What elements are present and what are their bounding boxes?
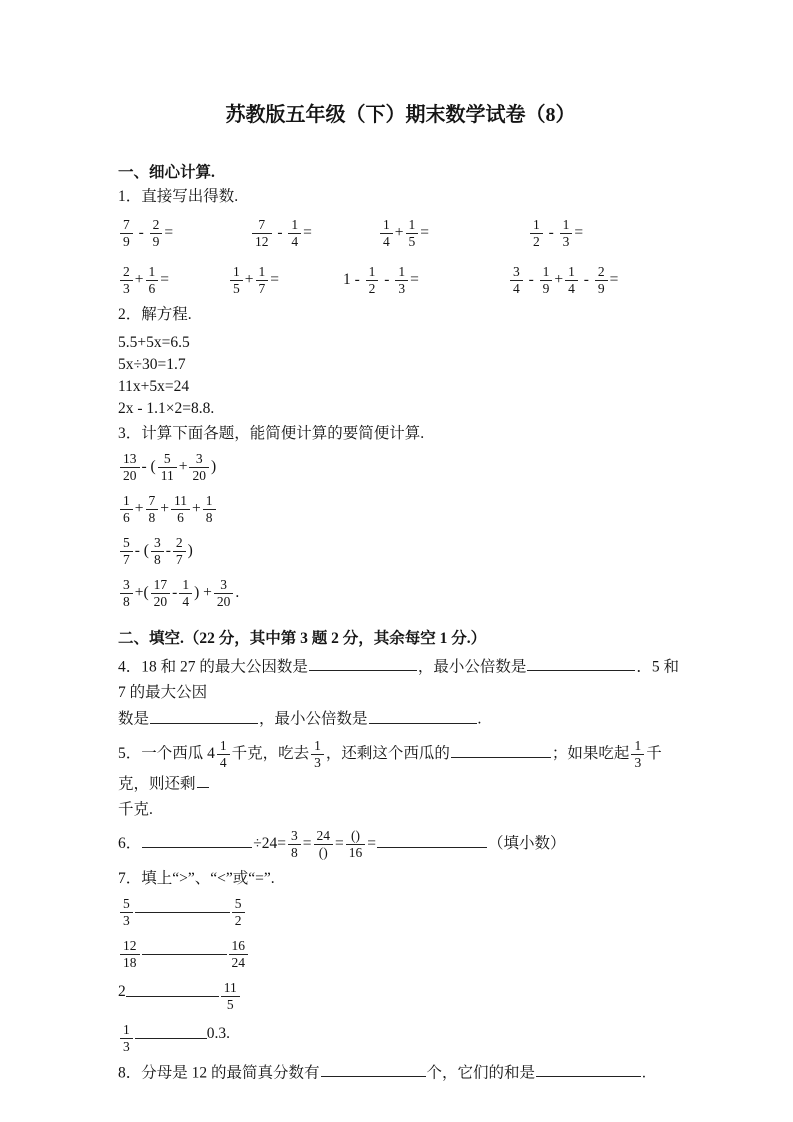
- fraction-numerator: 7: [120, 217, 133, 234]
- text-token: 5．一个西瓜 4: [118, 744, 215, 762]
- text-token: ．5 和 7 的最大公因: [118, 658, 680, 702]
- text-token: .: [235, 584, 240, 601]
- fraction: [217, 738, 230, 771]
- fraction-numerator: 3: [510, 264, 523, 281]
- answer-blank: [321, 1060, 426, 1077]
- fraction-numerator: 1: [395, 264, 408, 281]
- fraction-denominator: 4: [568, 280, 575, 296]
- fraction-denominator: 4: [383, 233, 390, 249]
- fraction: [229, 938, 249, 971]
- fraction: [120, 493, 133, 526]
- text-token: 千克，则还剩: [118, 744, 662, 792]
- fraction: [150, 217, 163, 250]
- fraction: [203, 493, 216, 526]
- compare-row: [118, 976, 683, 1018]
- text-token: 6．: [118, 834, 142, 852]
- expression-line: [118, 532, 683, 570]
- fraction: [120, 451, 140, 484]
- fraction-numerator: 1: [530, 217, 543, 234]
- fraction-numerator: 1: [288, 217, 301, 234]
- text-token: ÷24=: [253, 834, 287, 852]
- fraction-numerator: 1: [120, 493, 133, 510]
- calc-expression: [118, 264, 228, 297]
- fraction-denominator: 8: [291, 844, 298, 860]
- fraction-numerator: 5: [120, 535, 133, 552]
- text-token: -: [273, 223, 287, 241]
- answer-blank: [527, 654, 635, 671]
- fraction-denominator: 9: [542, 280, 550, 296]
- fraction: [120, 938, 140, 971]
- calc-expression: [508, 264, 683, 297]
- fraction-numerator: 1: [217, 738, 230, 755]
- text-token: 8．分母是 12 的最简真分数有: [118, 1064, 320, 1082]
- question-5-line-1: [118, 738, 683, 797]
- text-token: =: [270, 270, 279, 288]
- fraction-numerator: 2: [150, 217, 163, 234]
- fraction-numerator: 11: [171, 493, 190, 510]
- fraction: [120, 217, 133, 250]
- answer-blank: [309, 654, 417, 671]
- fraction: [120, 896, 133, 929]
- calc-row-2: [118, 259, 683, 301]
- question-3-label: 3．计算下面各题，能简便计算的要简便计算.: [118, 425, 425, 442]
- fraction-numerator: 1: [179, 577, 192, 594]
- fraction-denominator: 6: [123, 509, 130, 525]
- text-token: 千克.: [118, 800, 153, 818]
- answer-line: [126, 996, 219, 997]
- fraction: [288, 828, 301, 861]
- fraction: [171, 493, 190, 526]
- text-token: =: [303, 223, 312, 241]
- text-token: 4．18 和 27 的最大公因数是: [118, 658, 308, 676]
- fraction-denominator: 3: [123, 913, 130, 929]
- fraction: [311, 738, 324, 771]
- fraction-denominator: 7: [123, 551, 130, 567]
- question-4-line-1: [118, 654, 683, 706]
- fraction-denominator: 2: [533, 233, 540, 249]
- fraction-numerator: 5: [120, 896, 133, 913]
- fraction-numerator: 3: [288, 828, 301, 845]
- fraction: [120, 535, 133, 568]
- fraction-denominator: 7: [258, 280, 266, 296]
- fraction: [366, 264, 379, 297]
- text-token: =: [302, 834, 312, 852]
- text-token: ；如果吃起: [551, 744, 630, 762]
- fraction: [146, 264, 159, 297]
- calc-expression: [528, 217, 683, 250]
- text-token: - (: [141, 458, 156, 475]
- text-token: =: [367, 834, 377, 852]
- fraction-numerator: 1: [311, 738, 324, 755]
- expression-line: [118, 448, 683, 486]
- calc-expression: [343, 264, 508, 297]
- expression-line: [118, 574, 683, 612]
- fraction-numerator: 1: [406, 217, 419, 234]
- text-token: =: [164, 223, 174, 241]
- text-token: .: [642, 1064, 646, 1082]
- fraction: [256, 264, 269, 297]
- question-4-line-2: [118, 706, 683, 732]
- page-title: 苏教版五年级（下）期末数学试卷（8）: [225, 104, 576, 126]
- fraction-denominator: 3: [123, 280, 130, 296]
- fraction-numerator: 7: [252, 217, 272, 234]
- answer-blank: [536, 1060, 641, 1077]
- text-token: ，还剩这个西瓜的: [325, 744, 450, 762]
- fraction-denominator: 5: [408, 233, 416, 249]
- text-token: .: [477, 710, 482, 728]
- fraction-denominator: 8: [123, 593, 130, 609]
- fraction-denominator: 2: [368, 280, 376, 296]
- fraction-denominator: 20: [123, 467, 137, 483]
- fraction: [395, 264, 408, 297]
- question-8-line: [118, 1060, 683, 1086]
- fraction: [540, 264, 553, 297]
- fraction-denominator: 9: [152, 233, 160, 249]
- compare-row: [118, 934, 683, 976]
- fraction: [346, 828, 366, 861]
- fraction-numerator: (): [346, 828, 366, 845]
- fraction-numerator: 24: [314, 828, 334, 845]
- fraction-denominator: 3: [314, 754, 321, 770]
- fraction: [510, 264, 523, 297]
- fraction-numerator: 2: [595, 264, 608, 281]
- compare-row: [118, 1018, 683, 1060]
- fraction-denominator: 4: [219, 754, 227, 770]
- question-5-line-2: [118, 797, 683, 823]
- fraction: [631, 738, 644, 771]
- text-token: -: [134, 223, 148, 241]
- text-token: 1 -: [343, 270, 364, 288]
- question-2-label: 2．解方程.: [118, 306, 192, 323]
- text-token: +: [160, 500, 169, 517]
- fraction-numerator: 1: [146, 264, 159, 281]
- answer-line: [135, 1038, 207, 1039]
- text-token: =: [420, 223, 429, 241]
- text-token: -: [524, 270, 538, 288]
- text-token: （填小数）: [488, 834, 566, 852]
- answer-blank: [377, 831, 487, 848]
- fraction: [314, 828, 334, 861]
- text-token: =: [410, 270, 419, 288]
- fraction-denominator: (): [318, 844, 328, 860]
- fraction: [120, 577, 133, 610]
- fraction: [158, 451, 177, 484]
- fraction-denominator: 16: [348, 844, 363, 860]
- fraction-denominator: 2: [234, 913, 242, 929]
- fraction-denominator: 6: [177, 509, 184, 525]
- answer-line: [135, 912, 230, 913]
- fraction-denominator: 7: [175, 551, 183, 567]
- fraction-numerator: 5: [158, 451, 177, 468]
- fraction-denominator: 6: [148, 280, 156, 296]
- calc-expression: [118, 217, 250, 250]
- fraction: [179, 577, 192, 610]
- text-token: +: [178, 458, 188, 475]
- text-token: +: [244, 270, 254, 288]
- text-token: =: [609, 270, 619, 288]
- text-token: ) +: [194, 584, 212, 601]
- fraction-numerator: 2: [120, 264, 133, 281]
- fraction: [232, 896, 245, 929]
- answer-blank: [150, 706, 258, 723]
- fraction-numerator: 17: [151, 577, 171, 594]
- fraction-denominator: 4: [513, 280, 520, 296]
- answer-line: [142, 954, 227, 955]
- fraction-denominator: 18: [123, 955, 137, 971]
- compare-row: [118, 892, 683, 934]
- answer-blank: [369, 706, 477, 723]
- text-token: -: [172, 584, 178, 601]
- fraction: [380, 217, 393, 250]
- fraction: [406, 217, 419, 250]
- fraction: [120, 264, 133, 297]
- text-token: 0.3.: [206, 1024, 230, 1042]
- expression-line: [118, 490, 683, 528]
- fraction-numerator: 1: [203, 493, 216, 510]
- fraction-numerator: 3: [120, 577, 133, 594]
- fraction-numerator: 16: [229, 938, 249, 955]
- fraction-numerator: 1: [631, 738, 644, 755]
- text-token: -: [165, 542, 171, 559]
- text-token: 数是: [118, 710, 150, 728]
- fraction-denominator: 20: [216, 593, 231, 609]
- fraction-denominator: 11: [160, 467, 174, 483]
- fraction: [146, 493, 159, 526]
- calc-expression: [378, 217, 528, 250]
- fraction: [560, 217, 573, 250]
- fraction-numerator: 7: [146, 493, 159, 510]
- fraction-numerator: 1: [366, 264, 379, 281]
- text-token: +: [554, 270, 564, 288]
- text-token: ，最小公倍数是: [259, 710, 368, 728]
- question-6-line: [118, 828, 683, 861]
- fraction: [120, 1022, 133, 1055]
- fraction-numerator: 11: [221, 980, 240, 997]
- calc-row-1: [118, 212, 683, 254]
- fraction-denominator: 5: [226, 997, 234, 1013]
- text-token: ): [187, 542, 193, 559]
- equation-line: 11x+5x=24: [118, 378, 190, 395]
- text-token: +: [394, 223, 404, 241]
- fraction-numerator: 1: [560, 217, 573, 234]
- fraction: [221, 980, 240, 1013]
- fraction-numerator: 1: [120, 1022, 133, 1039]
- text-token: +: [134, 270, 144, 288]
- equation-line: 5x÷30=1.7: [118, 356, 186, 373]
- fraction: [288, 217, 301, 250]
- equation-line: 2x - 1.1×2=8.8.: [118, 400, 215, 417]
- fraction: [189, 451, 209, 484]
- text-token: +: [134, 500, 144, 517]
- fraction-numerator: 1: [230, 264, 243, 281]
- text-token: -: [380, 270, 394, 288]
- text-token: -: [579, 270, 593, 288]
- text-token: -: [544, 223, 558, 241]
- fraction: [151, 535, 164, 568]
- section-2-heading: 二、填空.（22 分，其中第 3 题 2 分，其余每空 1 分.）: [118, 630, 487, 647]
- fraction-denominator: 8: [153, 551, 161, 567]
- text-token: - (: [134, 542, 149, 559]
- fraction-denominator: 20: [192, 467, 206, 483]
- fraction-numerator: 1: [565, 264, 578, 281]
- fraction-denominator: 3: [562, 233, 570, 249]
- fraction-numerator: 3: [214, 577, 234, 594]
- equations-block: [118, 332, 683, 420]
- fraction: [595, 264, 608, 297]
- fraction-denominator: 9: [597, 280, 605, 296]
- equation-line: 5.5+5x=6.5: [118, 334, 190, 351]
- text-token: 千克，吃去: [231, 744, 310, 762]
- fraction: [530, 217, 543, 250]
- text-token: +(: [134, 584, 149, 601]
- fraction-denominator: 4: [291, 233, 299, 249]
- fraction-numerator: 1: [540, 264, 553, 281]
- question-1-label: 1．直接写出得数.: [118, 188, 239, 205]
- fraction-numerator: 3: [151, 535, 164, 552]
- fraction-denominator: 3: [123, 1039, 130, 1055]
- fraction: [565, 264, 578, 297]
- text-token: =: [335, 834, 344, 852]
- fraction-numerator: 12: [120, 938, 140, 955]
- text-token: ): [210, 458, 217, 475]
- calc-expression: [228, 264, 343, 297]
- fraction-numerator: 1: [380, 217, 393, 234]
- fraction-numerator: 2: [173, 535, 186, 552]
- text-token: =: [574, 223, 584, 241]
- text-token: 2: [118, 982, 126, 1000]
- fraction-denominator: 5: [233, 280, 240, 296]
- fraction: [173, 535, 186, 568]
- fraction-numerator: 3: [189, 451, 209, 468]
- fraction-denominator: 4: [182, 593, 190, 609]
- section-1-heading: 一、细心计算.: [118, 164, 215, 181]
- fraction-denominator: 24: [231, 955, 245, 971]
- text-token: ，最小公倍数是: [417, 658, 527, 676]
- fraction: [230, 264, 243, 297]
- calc-expression: [250, 217, 378, 250]
- fraction: [214, 577, 234, 610]
- text-token: +: [192, 500, 201, 517]
- fraction-denominator: 8: [205, 509, 213, 525]
- answer-blank: [197, 771, 209, 788]
- fraction: [151, 577, 171, 610]
- fraction-denominator: 9: [123, 233, 130, 249]
- question-7-label: 7．填上“>”、“<”或“=”.: [118, 869, 275, 887]
- text-token: 个，它们的和是: [426, 1064, 536, 1082]
- fraction-denominator: 20: [153, 593, 168, 609]
- fraction-numerator: 13: [120, 451, 140, 468]
- fraction-numerator: 5: [232, 896, 245, 913]
- answer-blank: [142, 831, 252, 848]
- fraction-denominator: 3: [634, 754, 642, 770]
- answer-blank: [451, 740, 551, 757]
- fraction: [252, 217, 272, 250]
- text-token: =: [160, 270, 169, 288]
- fraction-denominator: 12: [255, 233, 269, 249]
- fraction-denominator: 3: [398, 280, 406, 296]
- fraction-numerator: 1: [256, 264, 269, 281]
- fraction-denominator: 8: [148, 509, 156, 525]
